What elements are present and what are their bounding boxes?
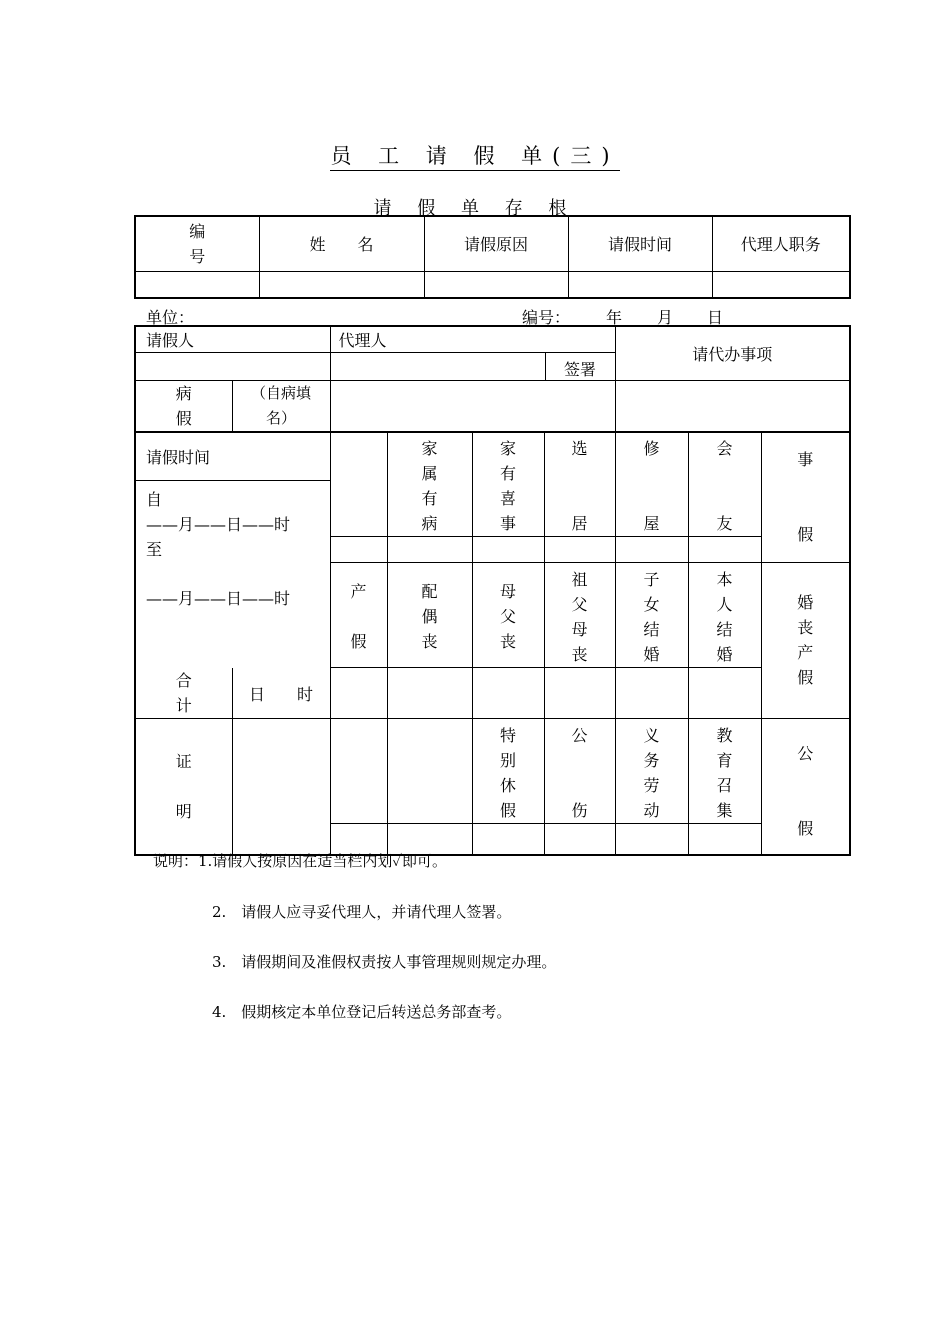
stub-agent-title-header: 代理人职务 bbox=[712, 216, 850, 271]
row1-check-4[interactable] bbox=[615, 537, 688, 563]
form-title: 员 工 请 假 单(三) bbox=[0, 140, 950, 170]
applicant-label: 请假人 bbox=[135, 326, 330, 352]
stub-title: 请 假 单 存 根 bbox=[373, 198, 577, 219]
date-line-to: ——月——日——时 bbox=[146, 589, 291, 608]
certificate-label: 证 明 bbox=[135, 718, 232, 855]
year-label: 年 bbox=[606, 308, 623, 327]
delegated-items-label: 请代办事项 bbox=[615, 326, 850, 380]
family-illness-label: 家 属 有 病 bbox=[387, 432, 472, 537]
stub-reason-cell[interactable] bbox=[424, 271, 568, 298]
month-label: 月 bbox=[657, 308, 674, 327]
work-injury-label: 公 伤 bbox=[544, 718, 615, 823]
note-1: 说明：1.请假人按原因在适当栏内划✓即可。 bbox=[153, 852, 447, 870]
personal-leave-label: 事 假 bbox=[761, 432, 850, 563]
row3-blank-1[interactable] bbox=[387, 718, 472, 823]
row1-check-1[interactable] bbox=[387, 537, 472, 563]
self-marriage-label: 本 人 结 婚 bbox=[688, 563, 761, 668]
row1-check-5[interactable] bbox=[688, 537, 761, 563]
days-hours-label: 日 时 bbox=[232, 668, 330, 719]
stub-name-cell[interactable] bbox=[259, 271, 424, 298]
row2-check-5[interactable] bbox=[688, 668, 761, 719]
note-3: 3. 请假期间及准假权责按人事管理规则规定办理。 bbox=[212, 953, 557, 971]
row1-blank-cell[interactable] bbox=[330, 432, 387, 537]
sick-fill-label: （自病填 名） bbox=[232, 380, 330, 432]
stub-number-cell[interactable] bbox=[135, 271, 259, 298]
special-leave-label: 特 别 休 假 bbox=[472, 718, 544, 823]
agent-field[interactable] bbox=[330, 352, 545, 380]
grandparent-death-label: 祖 父 母 丧 bbox=[544, 563, 615, 668]
sick-leave-label: 病 假 bbox=[135, 380, 232, 432]
maternity-leave-label: 产 假 bbox=[330, 563, 387, 668]
stub-table bbox=[134, 215, 851, 299]
house-repair-label: 修 屋 bbox=[615, 432, 688, 537]
education-call-label: 教 育 召 集 bbox=[688, 718, 761, 823]
from-label: 自 bbox=[146, 490, 163, 509]
stub-reason-header: 请假原因 bbox=[424, 216, 568, 271]
row2-check-2[interactable] bbox=[472, 668, 544, 719]
row1-check-0[interactable] bbox=[330, 537, 387, 563]
date-line-from: ——月——日——时 bbox=[146, 515, 291, 534]
agent-label: 代理人 bbox=[330, 326, 615, 352]
form-bottom-table bbox=[134, 431, 851, 856]
row3-blank-0[interactable] bbox=[330, 718, 387, 823]
row2-check-3[interactable] bbox=[544, 668, 615, 719]
to-label: 至 bbox=[146, 540, 163, 559]
row2-check-4[interactable] bbox=[615, 668, 688, 719]
row3-check-5[interactable] bbox=[688, 823, 761, 855]
sick-leave-field[interactable] bbox=[330, 380, 615, 432]
leave-period-cell[interactable] bbox=[135, 481, 330, 668]
stub-time-cell[interactable] bbox=[568, 271, 712, 298]
election-label: 选 居 bbox=[544, 432, 615, 537]
row2-check-0[interactable] bbox=[330, 668, 387, 719]
form-top-table bbox=[134, 325, 851, 433]
voluntary-labor-label: 义 务 劳 动 bbox=[615, 718, 688, 823]
parent-death-label: 母 父 丧 bbox=[472, 563, 544, 668]
signature-label: 签署 bbox=[545, 352, 615, 380]
row3-check-4[interactable] bbox=[615, 823, 688, 855]
stub-number-header: 编 号 bbox=[135, 216, 259, 271]
number-label: 编号： bbox=[522, 308, 571, 327]
unit-label: 单位： bbox=[146, 308, 195, 327]
row2-check-1[interactable] bbox=[387, 668, 472, 719]
row1-check-3[interactable] bbox=[544, 537, 615, 563]
public-leave-label: 公 假 bbox=[761, 718, 850, 855]
certificate-field[interactable] bbox=[232, 718, 330, 855]
row3-check-2[interactable] bbox=[472, 823, 544, 855]
stub-agent-title-cell[interactable] bbox=[712, 271, 850, 298]
note-2: 2. 请假人应寻妥代理人，并请代理人签署。 bbox=[212, 903, 512, 921]
applicant-field[interactable] bbox=[135, 352, 330, 380]
marriage-funeral-leave-label: 婚 丧 产 假 bbox=[761, 563, 850, 719]
row3-check-3[interactable] bbox=[544, 823, 615, 855]
meet-friend-label: 会 友 bbox=[688, 432, 761, 537]
row1-check-2[interactable] bbox=[472, 537, 544, 563]
note-4: 4. 假期核定本单位登记后转送总务部查考。 bbox=[212, 1003, 512, 1021]
child-marriage-label: 子 女 结 婚 bbox=[615, 563, 688, 668]
stub-name-header: 姓 名 bbox=[259, 216, 424, 271]
total-label: 合 计 bbox=[135, 668, 232, 719]
spouse-death-label: 配 偶 丧 bbox=[387, 563, 472, 668]
day-label: 日 bbox=[707, 308, 724, 327]
leave-time-label: 请假时间 bbox=[135, 432, 330, 481]
family-celebration-label: 家 有 喜 事 bbox=[472, 432, 544, 537]
stub-time-header: 请假时间 bbox=[568, 216, 712, 271]
delegated-items-field[interactable] bbox=[615, 380, 850, 432]
